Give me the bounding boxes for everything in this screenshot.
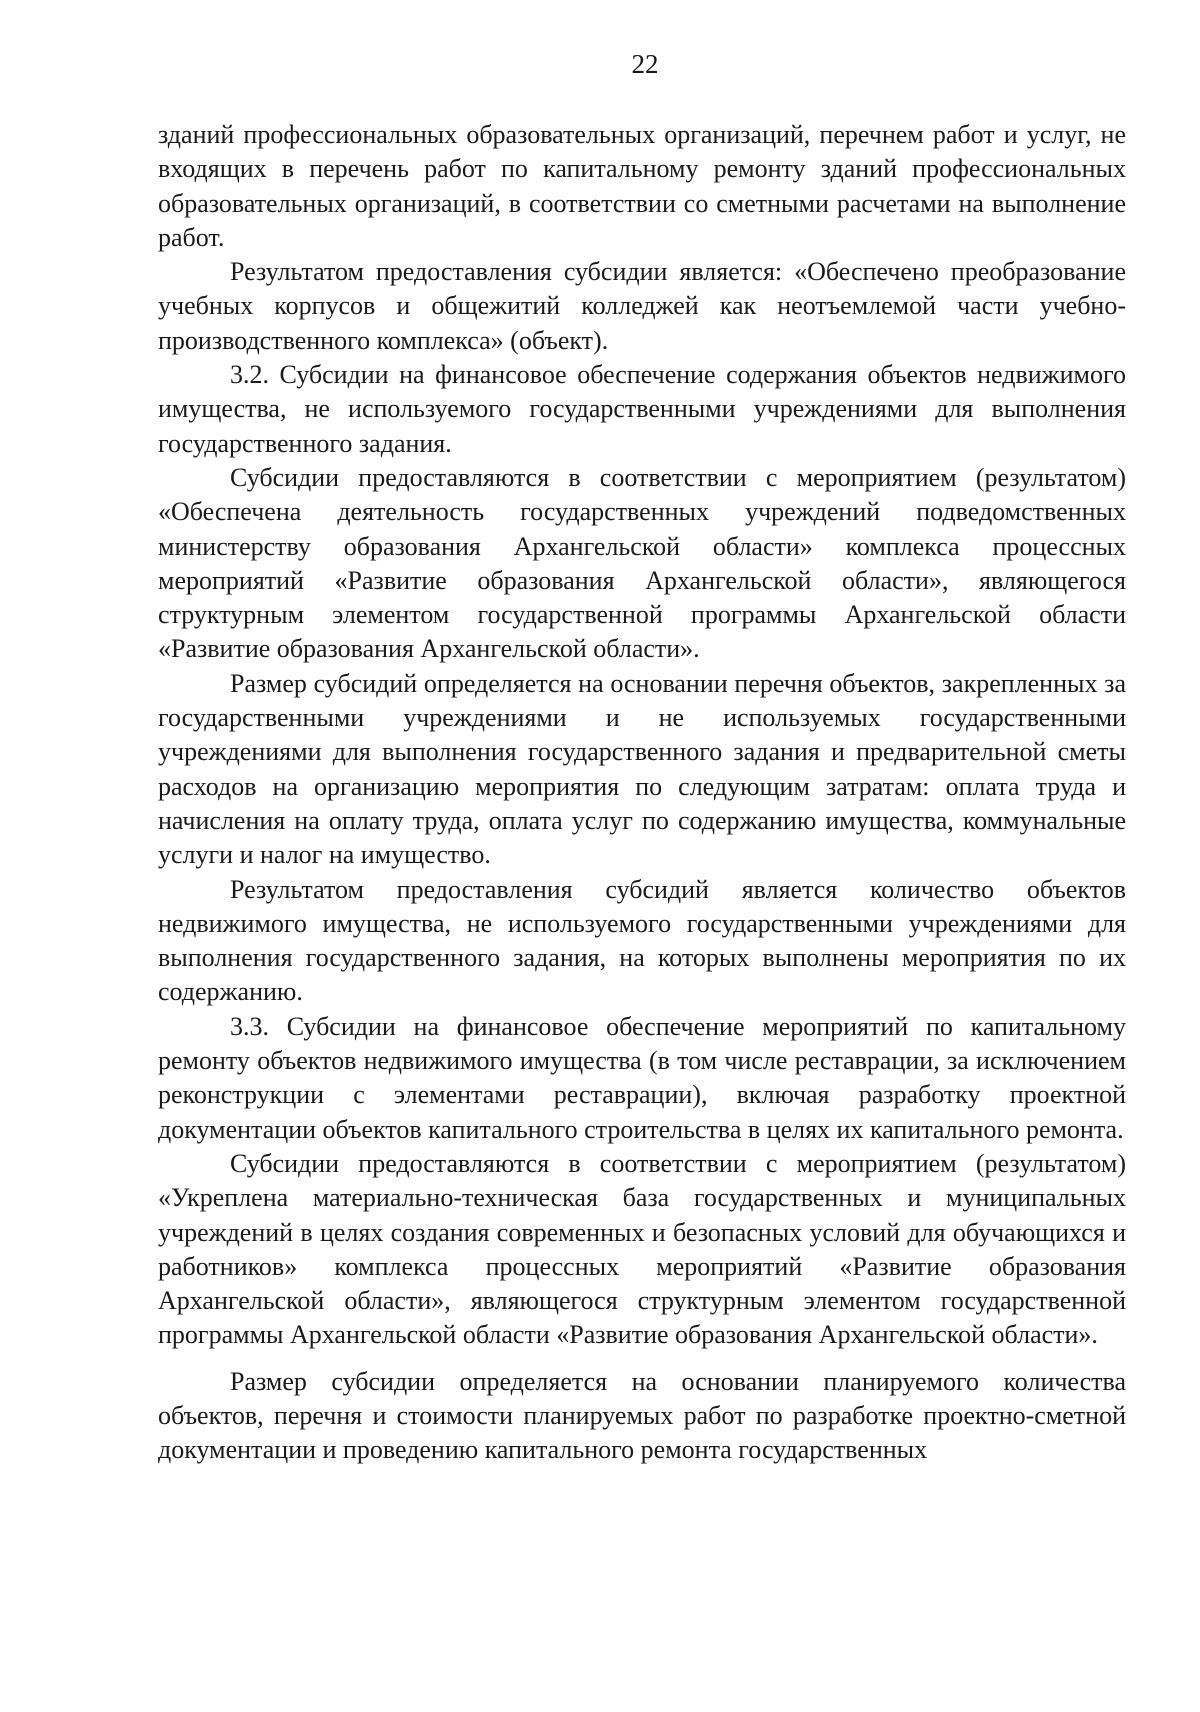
paragraph-section-3-2: 3.2. Субсидии на финансовое обеспечение содержания объектов недвижимого имущества, не используемого государственными учреждениями для выполнения государственного задания.: [158, 360, 1126, 458]
paragraph-subsidies-provided-2: Субсидии предоставляются в соответствии с мероприятием (результатом) «Укреплена материально-техническая база государственных и муниципальных учреждений в целях создания современных и безопасных условий для обучающихся и работников» комплекса процессных мероприятий «Развитие образования Архангельской области», являющегося структурным элементом государственной программы Архангельской области «Развитие образования Архангельской области».: [158, 1148, 1126, 1350]
paragraph-subsidy-result: Результатом предоставления субсидий является количество объектов недвижимого имущества, не используемого государственными учреждениями для выполнения государственного задания, на которых выполнены мероприятия по их содержанию.: [158, 874, 1126, 1007]
paragraph-subsidy-size-2: Размер субсидии определяется на основании планируемого количества объектов, перечня и стоимости планируемых работ по разработке проектно-сметной документации и проведению капитального ремонта государственных: [158, 1366, 1126, 1465]
paragraph-subsidy-size: Размер субсидий определяется на основании перечня объектов, закрепленных за государственными учреждениями и не используемых государственными учреждениями для выполнения государственного задания и предварительной сметы расходов на организацию мероприятия по следующим затратам: оплата труда и начисления на оплату труда, оплата услуг по содержанию имущества, коммунальные услуги и налог на имущество.: [158, 668, 1126, 870]
page-number: 22: [631, 49, 659, 79]
document-body: [158, 118, 1126, 1468]
paragraph-subsidies-provided: Субсидии предоставляются в соответствии с мероприятием (результатом) «Обеспечена деятельность государственных учреждений подведомственных министерству образования Архангельской области» комплекса процессных мероприятий «Развитие образования Архангельской области», являющегося структурным элементом государственной программы Архангельской области «Развитие образования Архангельской области».: [158, 462, 1126, 664]
paragraph-section-3-3: 3.3. Субсидии на финансовое обеспечение мероприятий по капитальному ремонту объектов недвижимого имущества (в том числе реставрации, за исключением реконструкции с элементами реставрации), включая разработку проектной документации объектов капитального строительства в целях их капитального ремонта.: [158, 1011, 1126, 1144]
paragraph-result-subsidy: Результатом предоставления субсидии является: «Обеспечено преобразование учебных корпусов и общежитий колледжей как неотъемлемой части учебно-производственного комплекса» (объект).: [158, 257, 1126, 355]
paragraph-continuation: зданий профессиональных образовательных организаций, перечнем работ и услуг, не входящих в перечень работ по капитальному ремонту зданий профессиональных образовательных организаций, в соответствии со сметными расчетами на выполнение работ.: [158, 120, 1126, 252]
